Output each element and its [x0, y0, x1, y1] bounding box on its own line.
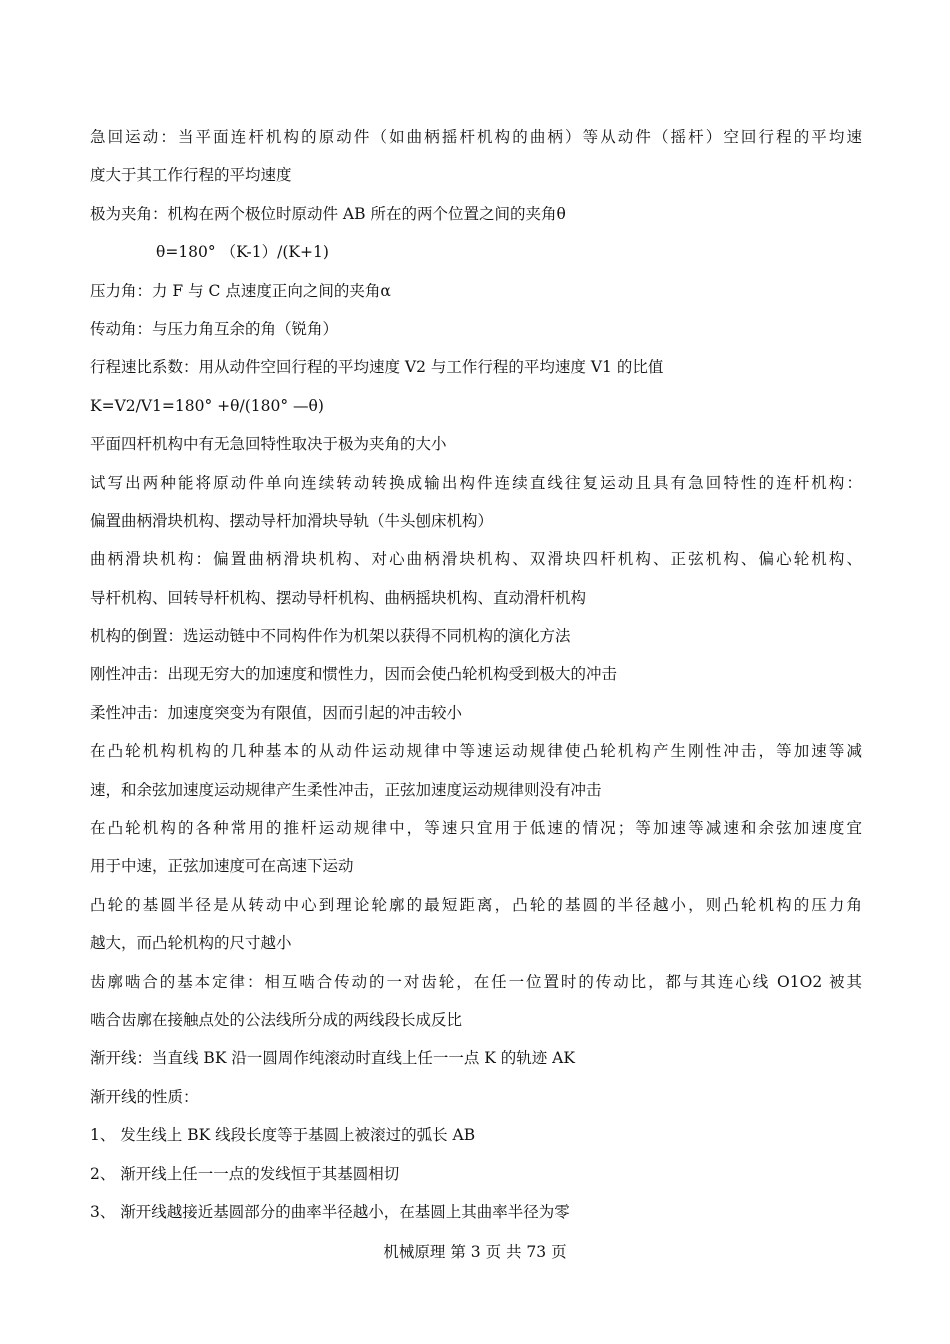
formula-line: K=V2/V1=180° +θ/(180° —θ)	[90, 396, 324, 415]
text-line: 渐开线的性质：	[90, 1087, 199, 1106]
text-line: 传动角：与压力角互余的角（锐角）	[90, 319, 339, 338]
text-line: 越大，而凸轮机构的尺寸越小	[90, 934, 292, 953]
text-line: 导杆机构、回转导杆机构、摆动导杆机构、曲柄摇块机构、直动滑杆机构	[90, 588, 587, 607]
text-line: 曲柄滑块机构：偏置曲柄滑块机构、对心曲柄滑块机构、双滑块四杆机构、正弦机构、偏心轮机构、	[90, 550, 862, 569]
text-line: 在凸轮机构机构的几种基本的从动件运动规律中等速运动规律使凸轮机构产生刚性冲击，等加速等减	[90, 742, 862, 761]
text-line: 试写出两种能将原动件单向连续转动转换成输出构件连续直线往复运动且具有急回特性的连杆机构：	[90, 473, 862, 492]
page-content	[90, 118, 862, 1231]
text-line: 渐开线：当直线 BK 沿一圆周作纯滚动时直线上任一一点 K 的轨迹 AK	[90, 1049, 575, 1068]
text-line: 机构的倒置：选运动链中不同构件作为机架以获得不同机构的演化方法	[90, 627, 571, 646]
text-line: 急回运动：当平面连杆机构的原动件（如曲柄摇杆机构的曲柄）等从动件（摇杆）空回行程的平均速	[90, 128, 862, 146]
text-line: 压力角：力 F 与 C 点速度正向之间的夹角α	[90, 281, 391, 300]
text-line: 刚性冲击：出现无穷大的加速度和惯性力，因而会使凸轮机构受到极大的冲击	[90, 665, 618, 684]
text-line: 度大于其工作行程的平均速度	[90, 166, 292, 185]
text-line: 用于中速，正弦加速度可在高速下运动	[90, 857, 354, 876]
text-line: 齿廓啮合的基本定律：相互啮合传动的一对齿轮，在任一位置时的传动比，都与其连心线 O1O2 被其	[90, 972, 862, 991]
page-footer: 机械原理 第 3 页 共 73 页	[383, 1243, 567, 1261]
list-item: 1、 发生线上 BK 线段长度等于基圆上被滚过的弧长 AB	[90, 1126, 476, 1145]
text-line: 啮合齿廓在接触点处的公法线所分成的两线段长成反比	[90, 1010, 463, 1029]
text-line: 柔性冲击：加速度突变为有限值，因而引起的冲击较小	[90, 703, 463, 722]
text-line: 凸轮的基圆半径是从转动中心到理论轮廓的最短距离，凸轮的基圆的半径越小，则凸轮机构的压力角	[90, 895, 862, 914]
text-line: 平面四杆机构中有无急回特性取决于极为夹角的大小	[90, 435, 447, 454]
text-line: 速，和余弦加速度运动规律产生柔性冲击，正弦加速度运动规律则没有冲击	[90, 780, 602, 799]
text-line: 在凸轮机构的各种常用的推杆运动规律中，等速只宜用于低速的情况；等加速等减速和余弦加速度宜	[90, 819, 862, 838]
text-line: 极为夹角：机构在两个极位时原动件 AB 所在的两个位置之间的夹角θ	[90, 204, 566, 223]
list-item: 3、 渐开线越接近基圆部分的曲率半径越小，在基圆上其曲率半径为零	[90, 1202, 570, 1221]
list-item: 2、 渐开线上任一一点的发线恒于其基圆相切	[90, 1164, 400, 1183]
text-line: 行程速比系数：用从动件空回行程的平均速度 V2 与工作行程的平均速度 V1 的比值	[90, 358, 664, 377]
formula-line: θ=180° （K-1）/(K+1)	[156, 243, 329, 262]
text-line: 偏置曲柄滑块机构、摆动导杆加滑块导轨（牛头刨床机构）	[90, 511, 494, 530]
